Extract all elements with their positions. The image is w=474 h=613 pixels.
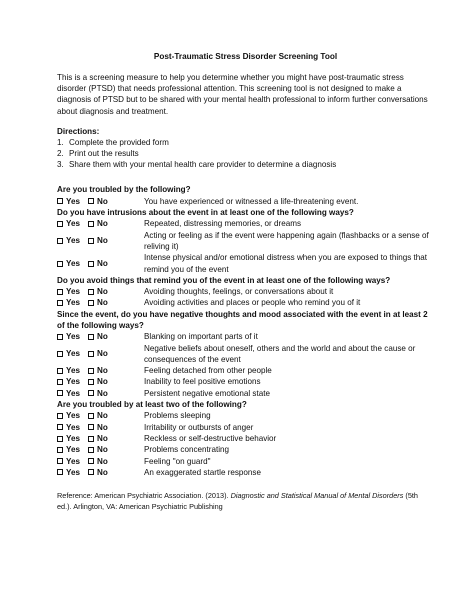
answer-options: [57, 343, 144, 366]
checkbox-icon[interactable]: [88, 379, 94, 385]
question-row: [57, 388, 434, 399]
question-text: Feeling detached from other people: [144, 366, 272, 376]
question-text: Acting or feeling as if the event were happening again (flashbacks or a sense of reliving it): [144, 230, 429, 251]
directions-item-number: 3.: [57, 160, 64, 170]
no-label: No: [97, 377, 108, 387]
no-label: No: [97, 287, 108, 297]
checkbox-icon[interactable]: [57, 289, 63, 295]
question-row: [57, 343, 434, 366]
no-label: No: [97, 422, 108, 432]
question-text: Repeated, distressing memories, or dreams: [144, 219, 301, 229]
yes-label: Yes: [66, 467, 80, 477]
question-row: [57, 252, 434, 275]
checkbox-icon[interactable]: [88, 413, 94, 419]
no-checkbox[interactable]: [88, 444, 108, 455]
no-checkbox[interactable]: [88, 343, 108, 366]
section-heading: Since the event, do you have negative thoughts and mood associated with the event in at least 2 of the following ways?: [57, 309, 428, 330]
directions-item: [57, 159, 434, 170]
no-checkbox[interactable]: [88, 331, 108, 342]
yes-label: Yes: [66, 411, 80, 421]
checkbox-icon[interactable]: [88, 198, 94, 204]
no-label: No: [97, 456, 108, 466]
directions-item: [57, 148, 434, 159]
answer-options: [57, 286, 144, 297]
section-heading: Are you troubled by the following?: [57, 185, 191, 195]
no-label: No: [97, 445, 108, 455]
question-text: Avoiding thoughts, feelings, or conversations about it: [144, 287, 334, 297]
question-text: Feeling "on guard": [144, 456, 211, 466]
no-checkbox[interactable]: [88, 286, 108, 297]
question-row: [57, 410, 434, 421]
no-label: No: [97, 219, 108, 229]
questionnaire: [57, 184, 434, 478]
yes-label: Yes: [66, 332, 80, 342]
yes-checkbox[interactable]: [57, 331, 88, 342]
directions-item-text: Print out the results: [69, 149, 139, 159]
directions-heading: Directions:: [57, 126, 100, 136]
answer-options: [57, 433, 144, 444]
checkbox-icon[interactable]: [57, 221, 63, 227]
question-text: Intense physical and/or emotional distress when you are exposed to things that remind you of the event: [144, 253, 428, 274]
directions-item-number: 2.: [57, 149, 64, 159]
question-row: [57, 456, 434, 467]
no-checkbox[interactable]: [88, 196, 108, 207]
yes-label: Yes: [66, 422, 80, 432]
no-label: No: [97, 349, 108, 359]
answer-options: [57, 230, 144, 253]
checkbox-icon[interactable]: [57, 351, 63, 357]
yes-label: Yes: [66, 433, 80, 443]
no-checkbox[interactable]: [88, 388, 108, 399]
checkbox-icon[interactable]: [88, 458, 94, 464]
no-checkbox[interactable]: [88, 218, 108, 229]
page-title: Post-Traumatic Stress Disorder Screening Tool: [153, 52, 338, 61]
question-row: [57, 376, 434, 387]
checkbox-icon[interactable]: [57, 368, 63, 374]
yes-checkbox[interactable]: [57, 433, 88, 444]
yes-checkbox[interactable]: [57, 286, 88, 297]
no-checkbox[interactable]: [88, 365, 108, 376]
checkbox-icon[interactable]: [88, 351, 94, 357]
no-label: No: [97, 298, 108, 308]
directions-item: [57, 137, 434, 148]
yes-label: Yes: [66, 236, 80, 246]
yes-checkbox[interactable]: [57, 376, 88, 387]
section-heading: Do you have intrusions about the event in at least one of the following ways?: [57, 208, 354, 218]
question-row: [57, 230, 434, 253]
question-text: Negative beliefs about oneself, others and the world and about the cause or consequences of the event: [144, 343, 416, 364]
checkbox-icon[interactable]: [88, 424, 94, 430]
no-checkbox[interactable]: [88, 422, 108, 433]
reference-book-title: Diagnostic and Statistical Manual of Mental Disorders: [230, 491, 404, 501]
checkbox-icon[interactable]: [57, 424, 63, 430]
yes-label: Yes: [66, 388, 80, 398]
answer-options: [57, 456, 144, 467]
answer-options: [57, 218, 144, 229]
question-row: [57, 286, 434, 297]
question-row: [57, 331, 434, 342]
no-label: No: [97, 258, 108, 268]
yes-label: Yes: [66, 377, 80, 387]
yes-label: Yes: [66, 258, 80, 268]
checkbox-icon[interactable]: [88, 390, 94, 396]
question-text: Reckless or self-destructive behavior: [144, 433, 277, 443]
answer-options: [57, 422, 144, 433]
question-row: [57, 297, 434, 308]
yes-checkbox[interactable]: [57, 230, 88, 253]
checkbox-icon[interactable]: [88, 238, 94, 244]
yes-checkbox[interactable]: [57, 365, 88, 376]
no-checkbox[interactable]: [88, 410, 108, 421]
checkbox-icon[interactable]: [57, 198, 63, 204]
checkbox-icon[interactable]: [57, 469, 63, 475]
question-row: [57, 467, 434, 478]
yes-checkbox[interactable]: [57, 218, 88, 229]
no-checkbox[interactable]: [88, 297, 108, 308]
question-text: Persistent negative emotional state: [144, 388, 270, 398]
question-text: Irritability or outbursts of anger: [144, 422, 254, 432]
checkbox-icon[interactable]: [57, 390, 63, 396]
checkbox-icon[interactable]: [88, 436, 94, 442]
question-row: [57, 365, 434, 376]
directions-list: [57, 137, 434, 171]
no-checkbox[interactable]: [88, 230, 108, 253]
question-row: [57, 444, 434, 455]
no-checkbox[interactable]: [88, 456, 108, 467]
checkbox-icon[interactable]: [57, 458, 63, 464]
answer-options: [57, 331, 144, 342]
yes-checkbox[interactable]: [57, 297, 88, 308]
checkbox-icon[interactable]: [88, 447, 94, 453]
answer-options: [57, 297, 144, 308]
checkbox-icon[interactable]: [88, 300, 94, 306]
no-label: No: [97, 467, 108, 477]
checkbox-icon[interactable]: [57, 300, 63, 306]
yes-checkbox[interactable]: [57, 410, 88, 421]
no-label: No: [97, 366, 108, 376]
no-label: No: [97, 388, 108, 398]
yes-checkbox[interactable]: [57, 196, 88, 207]
checkbox-icon[interactable]: [57, 447, 63, 453]
checkbox-icon[interactable]: [88, 289, 94, 295]
checkbox-icon[interactable]: [88, 469, 94, 475]
question-row: [57, 218, 434, 229]
directions-item-text: Complete the provided form: [69, 137, 169, 147]
no-label: No: [97, 236, 108, 246]
answer-options: [57, 467, 144, 478]
question-text: Problems concentrating: [144, 445, 230, 455]
checkbox-icon[interactable]: [57, 261, 63, 267]
no-checkbox[interactable]: [88, 467, 108, 478]
no-label: No: [97, 332, 108, 342]
yes-checkbox[interactable]: [57, 456, 88, 467]
question-text: Blanking on important parts of it: [144, 332, 258, 342]
yes-label: Yes: [66, 196, 80, 206]
question-row: [57, 433, 434, 444]
directions-item-number: 1.: [57, 137, 64, 147]
yes-checkbox[interactable]: [57, 252, 88, 275]
section-heading: Do you avoid things that remind you of the event in at least one of the following ways?: [57, 275, 391, 285]
yes-checkbox[interactable]: [57, 343, 88, 366]
answer-options: [57, 376, 144, 387]
answer-options: [57, 444, 144, 455]
yes-checkbox[interactable]: [57, 467, 88, 478]
yes-checkbox[interactable]: [57, 422, 88, 433]
reference-prefix: Reference: American Psychiatric Association. (2013).: [57, 491, 231, 501]
question-text: An exaggerated startle response: [144, 467, 261, 477]
checkbox-icon[interactable]: [57, 238, 63, 244]
checkbox-icon[interactable]: [57, 334, 63, 340]
yes-label: Yes: [66, 287, 80, 297]
checkbox-icon[interactable]: [57, 379, 63, 385]
no-checkbox[interactable]: [88, 252, 108, 275]
question-row: [57, 422, 434, 433]
checkbox-icon[interactable]: [88, 368, 94, 374]
answer-options: [57, 252, 144, 275]
yes-label: Yes: [66, 298, 80, 308]
question-text: You have experienced or witnessed a life-threatening event.: [144, 196, 359, 206]
reference-suffix: (5th ed.). Arlington, VA: American Psychiatric Publishing: [57, 491, 418, 511]
answer-options: [57, 365, 144, 376]
directions-item-text: Share them with your mental health care provider to determine a diagnosis: [69, 160, 337, 170]
no-checkbox[interactable]: [88, 376, 108, 387]
yes-checkbox[interactable]: [57, 444, 88, 455]
no-label: No: [97, 411, 108, 421]
question-text: Problems sleeping: [144, 411, 211, 421]
no-label: No: [97, 196, 108, 206]
yes-checkbox[interactable]: [57, 388, 88, 399]
yes-label: Yes: [66, 366, 80, 376]
checkbox-icon[interactable]: [57, 413, 63, 419]
yes-label: Yes: [66, 219, 80, 229]
answer-options: [57, 196, 144, 207]
question-row: [57, 196, 434, 207]
intro-paragraph: This is a screening measure to help you determine whether you might have post-traumatic stress disorder (PTSD) that needs professional attention. This screening tool is not designed to make a diagnosis of PTSD but to be shared with your mental health professional to inform further conversations about diagnosis and treatment.: [57, 73, 428, 116]
section-heading: Are you troubled by at least two of the following?: [57, 400, 247, 410]
answer-options: [57, 388, 144, 399]
yes-label: Yes: [66, 349, 80, 359]
checkbox-icon[interactable]: [57, 436, 63, 442]
no-label: No: [97, 433, 108, 443]
question-text: Inability to feel positive emotions: [144, 377, 261, 387]
checkbox-icon[interactable]: [88, 261, 94, 267]
checkbox-icon[interactable]: [88, 221, 94, 227]
checkbox-icon[interactable]: [88, 334, 94, 340]
yes-label: Yes: [66, 445, 80, 455]
answer-options: [57, 410, 144, 421]
yes-label: Yes: [66, 456, 80, 466]
question-text: Avoiding activities and places or people who remind you of it: [144, 298, 361, 308]
no-checkbox[interactable]: [88, 433, 108, 444]
reference-citation: [57, 491, 434, 512]
